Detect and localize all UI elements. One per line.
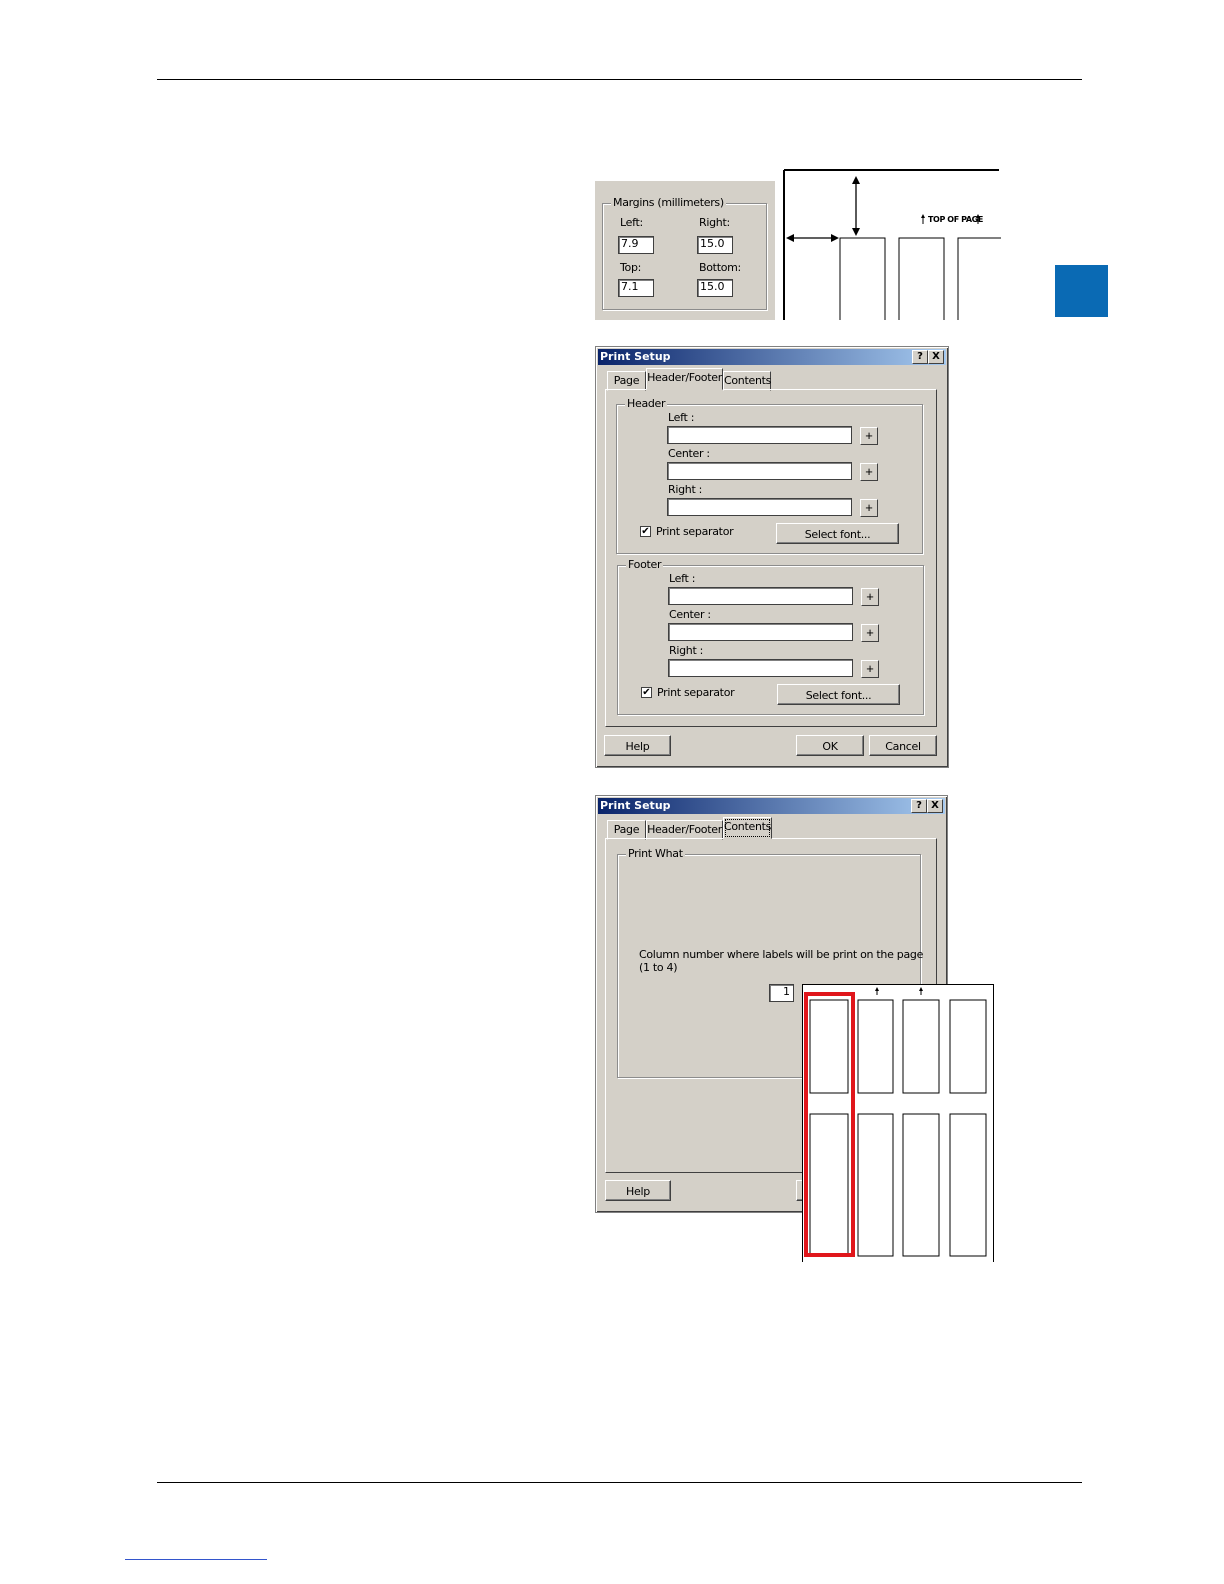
label-outline-2 (899, 238, 944, 320)
margins-panel (595, 181, 775, 320)
label-outline-3 (958, 238, 1001, 320)
footer-right-input[interactable] (668, 659, 853, 677)
margin-right-label: Right: (699, 216, 730, 229)
header-print-separator-label: Print separator (656, 525, 734, 538)
column-number-field[interactable]: 1 (769, 984, 794, 1002)
margin-diagram (783, 168, 1001, 320)
titlebar (598, 798, 945, 814)
help-question-icon[interactable]: ? (912, 350, 928, 364)
header-right-input[interactable] (667, 498, 852, 516)
header-center-input[interactable] (667, 462, 852, 480)
top-of-page-caption: TOP OF PAGE (928, 215, 983, 224)
footer-right-plus-button[interactable]: + (861, 660, 879, 678)
header-center-label: Center : (668, 447, 710, 460)
margin-top-field[interactable]: 7.1 (618, 279, 654, 297)
header-right-label: Right : (668, 483, 703, 496)
margins-title: Margins (millimeters) (613, 196, 724, 209)
footer-left-label: Left : (669, 572, 696, 585)
titlebar (598, 349, 946, 365)
top-rule (157, 79, 1082, 80)
footer-center-input[interactable] (668, 623, 853, 641)
margin-left-label: Left: (620, 216, 643, 229)
margin-left-field[interactable]: 7.9 (618, 236, 654, 254)
column-description-line1: Column number where labels will be print on the page (639, 948, 924, 961)
footer-left-input[interactable] (668, 587, 853, 605)
ok-button[interactable]: OK (796, 735, 864, 756)
help-question-icon[interactable]: ? (911, 799, 927, 813)
footer-center-plus-button[interactable]: + (861, 624, 879, 642)
tab-page[interactable]: Page (607, 371, 646, 391)
footer-print-separator-label: Print separator (657, 686, 735, 699)
tab-header-footer[interactable]: Header/Footer (646, 368, 723, 390)
footer-left-plus-button[interactable]: + (861, 588, 879, 606)
margin-top-label: Top: (620, 261, 642, 274)
label-columns-diagram (802, 984, 994, 1262)
print-what-title: Print What (628, 847, 683, 860)
tab-page[interactable]: Page (607, 820, 646, 840)
section-tab-marker (1055, 265, 1108, 317)
close-icon[interactable]: X (928, 350, 944, 364)
print-setup-dialog-header-footer (595, 346, 949, 768)
header-left-input[interactable] (667, 426, 852, 444)
label-columns-svg (802, 984, 994, 1262)
footer-group-title: Footer (628, 558, 662, 571)
margin-bottom-field[interactable]: 15.0 (697, 279, 733, 297)
header-print-separator-checkbox[interactable]: ✔ (641, 526, 650, 537)
header-left-label: Left : (668, 411, 695, 424)
cancel-button[interactable]: Cancel (869, 735, 937, 756)
header-left-plus-button[interactable]: + (860, 427, 878, 445)
bottom-rule (157, 1482, 1082, 1483)
dialog-title: Print Setup (600, 799, 671, 812)
tab-contents[interactable]: Contents (723, 371, 771, 391)
help-button[interactable]: Help (604, 735, 671, 756)
tab-header-footer[interactable]: Header/Footer (646, 820, 723, 840)
label-outline-1 (840, 238, 885, 320)
column-description-line2: (1 to 4) (639, 961, 678, 974)
header-select-font-button[interactable]: Select font... (776, 523, 899, 544)
margin-right-field[interactable]: 15.0 (697, 236, 733, 254)
margin-bottom-label: Bottom: (699, 261, 741, 274)
footer-link-underline (125, 1559, 267, 1560)
footer-center-label: Center : (669, 608, 711, 621)
header-group-title: Header (627, 397, 666, 410)
dialog-title: Print Setup (600, 350, 671, 363)
header-center-plus-button[interactable]: + (860, 463, 878, 481)
close-icon[interactable]: X (927, 799, 943, 813)
tab-contents[interactable]: Contents (723, 817, 772, 839)
footer-right-label: Right : (669, 644, 704, 657)
margin-diagram-svg (783, 168, 1001, 320)
header-right-plus-button[interactable]: + (860, 499, 878, 517)
footer-print-separator-checkbox[interactable]: ✔ (642, 687, 651, 698)
help-button[interactable]: Help (605, 1180, 671, 1201)
footer-select-font-button[interactable]: Select font... (777, 684, 900, 705)
